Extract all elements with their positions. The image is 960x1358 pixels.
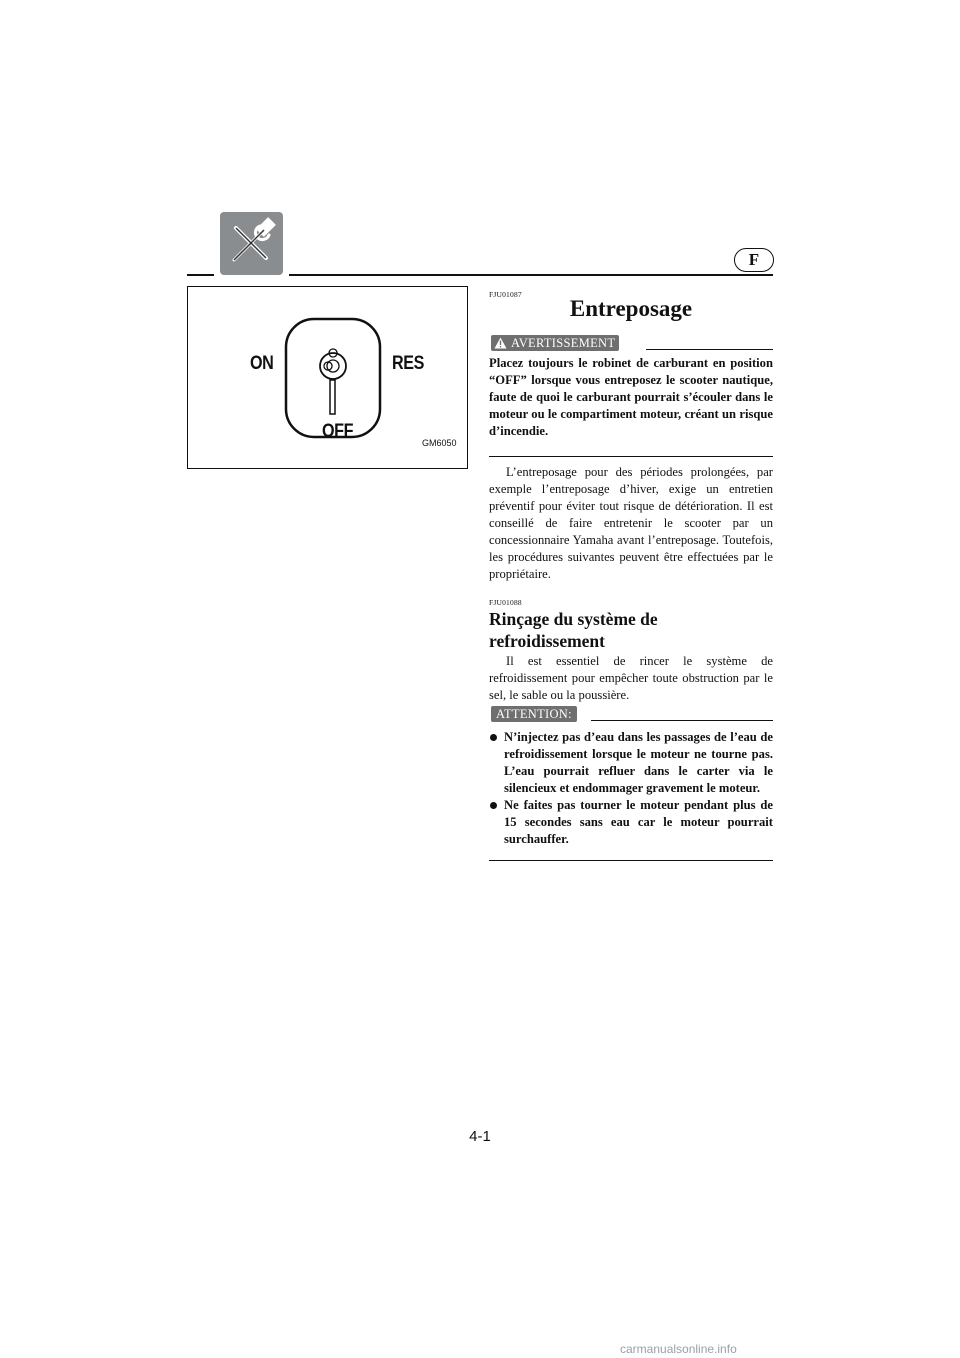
storage-paragraph: L’entreposage pour des périodes prolongées, par exemple l’entreposage d’hiver, exige un entretien préventif pour éviter tout risque de détérioration. Il est conseillé de faire entretenir le scooter par un concessionnaire Yamaha avant l’entreposage. Toutefois, les procédures suivantes peuvent être effectuées par le propriétaire. [489,465,773,581]
section-code: FJU01087 [489,290,522,299]
page-number: 4-1 [469,1128,491,1145]
section-code: FJU01088 [489,598,522,607]
flushing-paragraph: Il est essentiel de rincer le système de refroidissement pour empêcher toute obstruction par le sel, le sable ou la poussière. [489,654,773,702]
figure-label-res: RES [392,353,424,374]
warning-rule [646,349,773,350]
list-item: Ne faites pas tourner le moteur pendant plus de 15 secondes sans eau car le moteur pourrait surchauffer. [489,797,773,848]
bullet-icon [490,734,497,741]
bullet-icon [490,802,497,809]
header-rule-left [187,274,214,276]
language-badge: F [734,248,774,272]
warning-icon [494,337,507,349]
warning-badge: AVERTISSEMENT [491,335,619,351]
attention-bottom-rule [489,860,773,861]
attention-badge: ATTENTION: [491,706,577,722]
section-heading: Rinçage du système de refroidissement [489,609,658,651]
watermark: carmanualsonline.info [620,1342,737,1356]
warning-bottom-rule [489,456,773,457]
attention-rule [591,720,773,721]
figure-label-off: OFF [322,421,354,442]
attention-list [489,729,773,848]
fuel-cock-figure [187,286,468,469]
warning-text: Placez toujours le robinet de carburant en position “OFF” lorsque vous entreposez le scooter nautique, faute de quoi le carburant pourrait s’écouler dans le moteur ou le compartiment moteur, créant un risque d’incendie. [489,356,773,438]
tools-icon [220,212,283,275]
figure-label-on: ON [250,353,274,374]
list-item: N’injectez pas d’eau dans les passages de l’eau de refroidissement lorsque le moteur ne tourne pas. L’eau pourrait refluer dans le carter via le silencieux et endommager gravement le moteur. [489,729,773,797]
figure-code: GM6050 [422,438,457,448]
header-rule-right [289,274,773,276]
page-title: Entreposage [569,296,693,321]
